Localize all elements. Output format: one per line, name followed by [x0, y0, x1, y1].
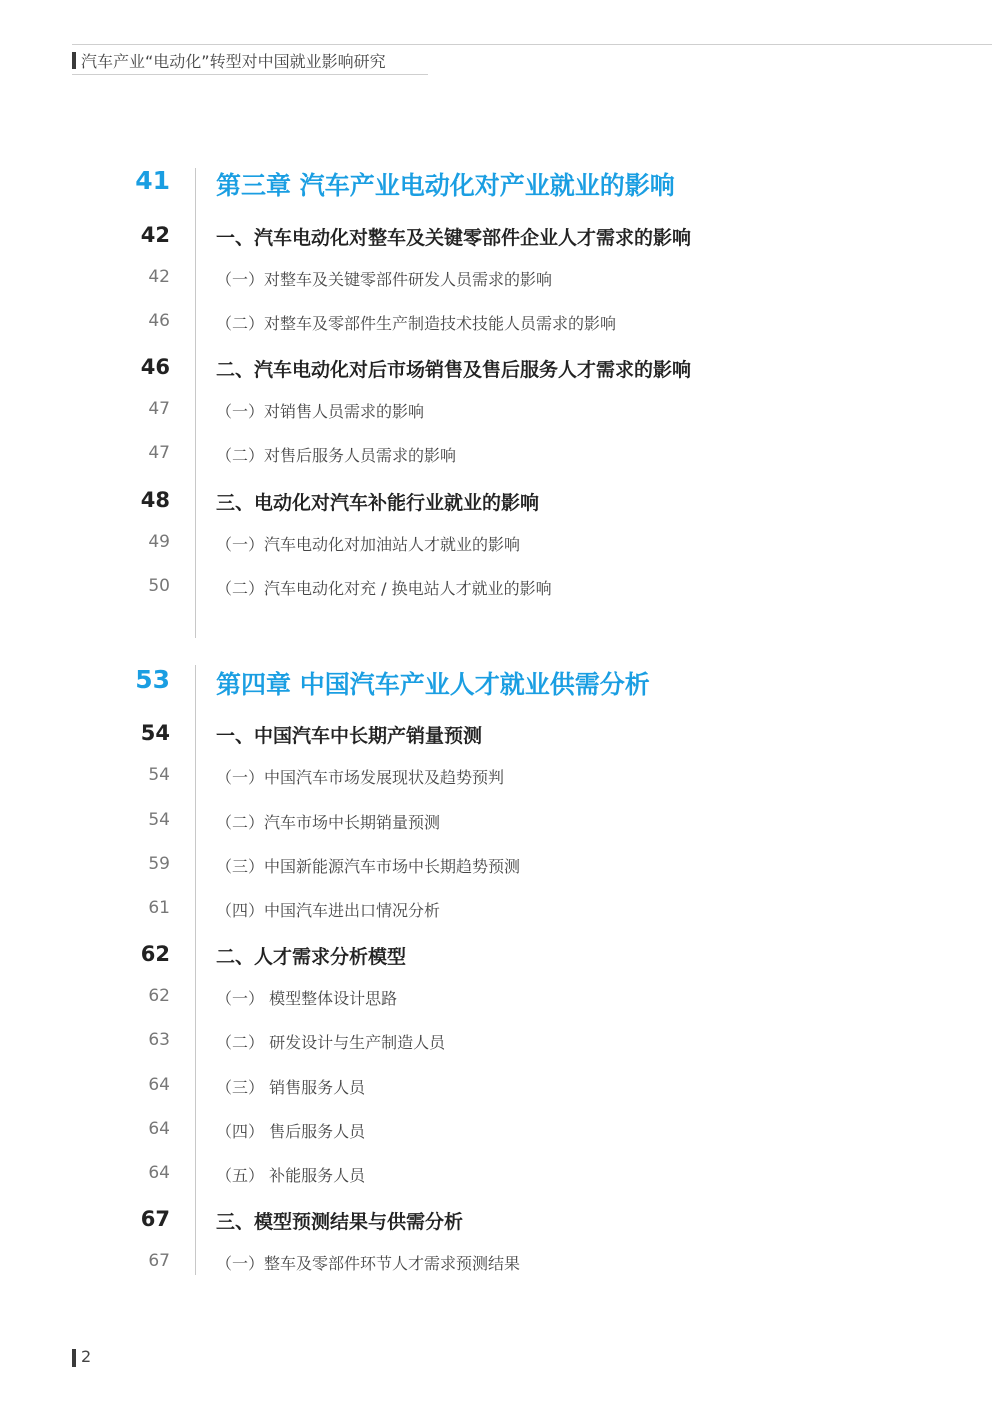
toc-page-number: 42: [140, 223, 170, 247]
header-bottom-rule: [72, 74, 428, 75]
toc-subsection-title: （三）中国新能源汽车市场中长期趋势预测: [216, 857, 521, 876]
toc-subsection-title: （二）汽车市场中长期销量预测: [216, 813, 441, 832]
toc-page-number: 49: [148, 532, 170, 552]
toc-divider-block1: [195, 168, 196, 638]
toc-page-number: 48: [140, 488, 170, 512]
toc-chapter-title: 第三章 汽车产业电动化对产业就业的影响: [216, 171, 675, 200]
toc-subsection-title: （一） 模型整体设计思路: [216, 989, 398, 1008]
running-header: [72, 44, 992, 74]
toc-page-number: 42: [148, 267, 170, 287]
toc-subsection-title: （四） 售后服务人员: [216, 1122, 366, 1141]
toc-section-title: 三、电动化对汽车补能行业就业的影响: [216, 492, 540, 514]
toc-subsection-title: （一）汽车电动化对加油站人才就业的影响: [216, 535, 521, 554]
toc-page-number: 62: [140, 942, 170, 966]
toc-chapter-title: 第四章 中国汽车产业人才就业供需分析: [216, 670, 650, 699]
toc-divider-block2: [195, 665, 196, 1275]
toc-subsection-title: （一）对整车及关键零部件研发人员需求的影响: [216, 270, 553, 289]
toc-subsection-title: （四）中国汽车进出口情况分析: [216, 901, 441, 920]
toc-page-number: 47: [148, 443, 170, 463]
toc-page-number: 64: [148, 1119, 170, 1139]
toc-subsection-title: （一）对销售人员需求的影响: [216, 402, 425, 421]
toc-section-title: 一、汽车电动化对整车及关键零部件企业人才需求的影响: [216, 227, 692, 249]
toc-subsection-title: （二） 研发设计与生产制造人员: [216, 1033, 446, 1052]
toc-subsection-title: （二）对售后服务人员需求的影响: [216, 446, 457, 465]
toc-section-title: 二、汽车电动化对后市场销售及售后服务人才需求的影响: [216, 359, 692, 381]
toc-page-number: 46: [140, 355, 170, 379]
toc-page-number: 50: [148, 576, 170, 596]
toc-page-number: 47: [148, 399, 170, 419]
toc-section-title: 一、中国汽车中长期产销量预测: [216, 725, 483, 747]
toc-section-title: 三、模型预测结果与供需分析: [216, 1211, 464, 1233]
footer-page-number: 2: [81, 1347, 92, 1366]
toc-page-number: 53: [135, 665, 170, 694]
toc-page-number: 64: [148, 1075, 170, 1095]
toc-page-number: 67: [140, 1207, 170, 1231]
toc-subsection-title: （一）中国汽车市场发展现状及趋势预判: [216, 768, 505, 787]
toc-section-title: 二、人才需求分析模型: [216, 946, 407, 968]
toc-subsection-title: （一）整车及零部件环节人才需求预测结果: [216, 1254, 521, 1273]
toc-page-number: 54: [148, 765, 170, 785]
header-top-rule: [72, 44, 992, 45]
toc-page-number: 62: [148, 986, 170, 1006]
header-title: 汽车产业“电动化”转型对中国就业影响研究: [81, 52, 386, 71]
toc-page-number: 67: [148, 1251, 170, 1271]
toc-page-number: 54: [148, 810, 170, 830]
toc-page-number: 63: [148, 1030, 170, 1050]
toc-subsection-title: （二）汽车电动化对充 / 换电站人才就业的影响: [216, 579, 552, 598]
toc-subsection-title: （五） 补能服务人员: [216, 1166, 366, 1185]
toc-subsection-title: （二）对整车及零部件生产制造技术技能人员需求的影响: [216, 314, 617, 333]
toc-page-number: 59: [148, 854, 170, 874]
header-marker: [72, 52, 76, 69]
toc-page-number: 64: [148, 1163, 170, 1183]
toc-page-number: 61: [148, 898, 170, 918]
toc-page-number: 46: [148, 311, 170, 331]
toc-page-number: 41: [135, 166, 170, 195]
footer-marker: [72, 1349, 76, 1367]
toc-subsection-title: （三） 销售服务人员: [216, 1078, 366, 1097]
toc-page-number: 54: [140, 721, 170, 745]
